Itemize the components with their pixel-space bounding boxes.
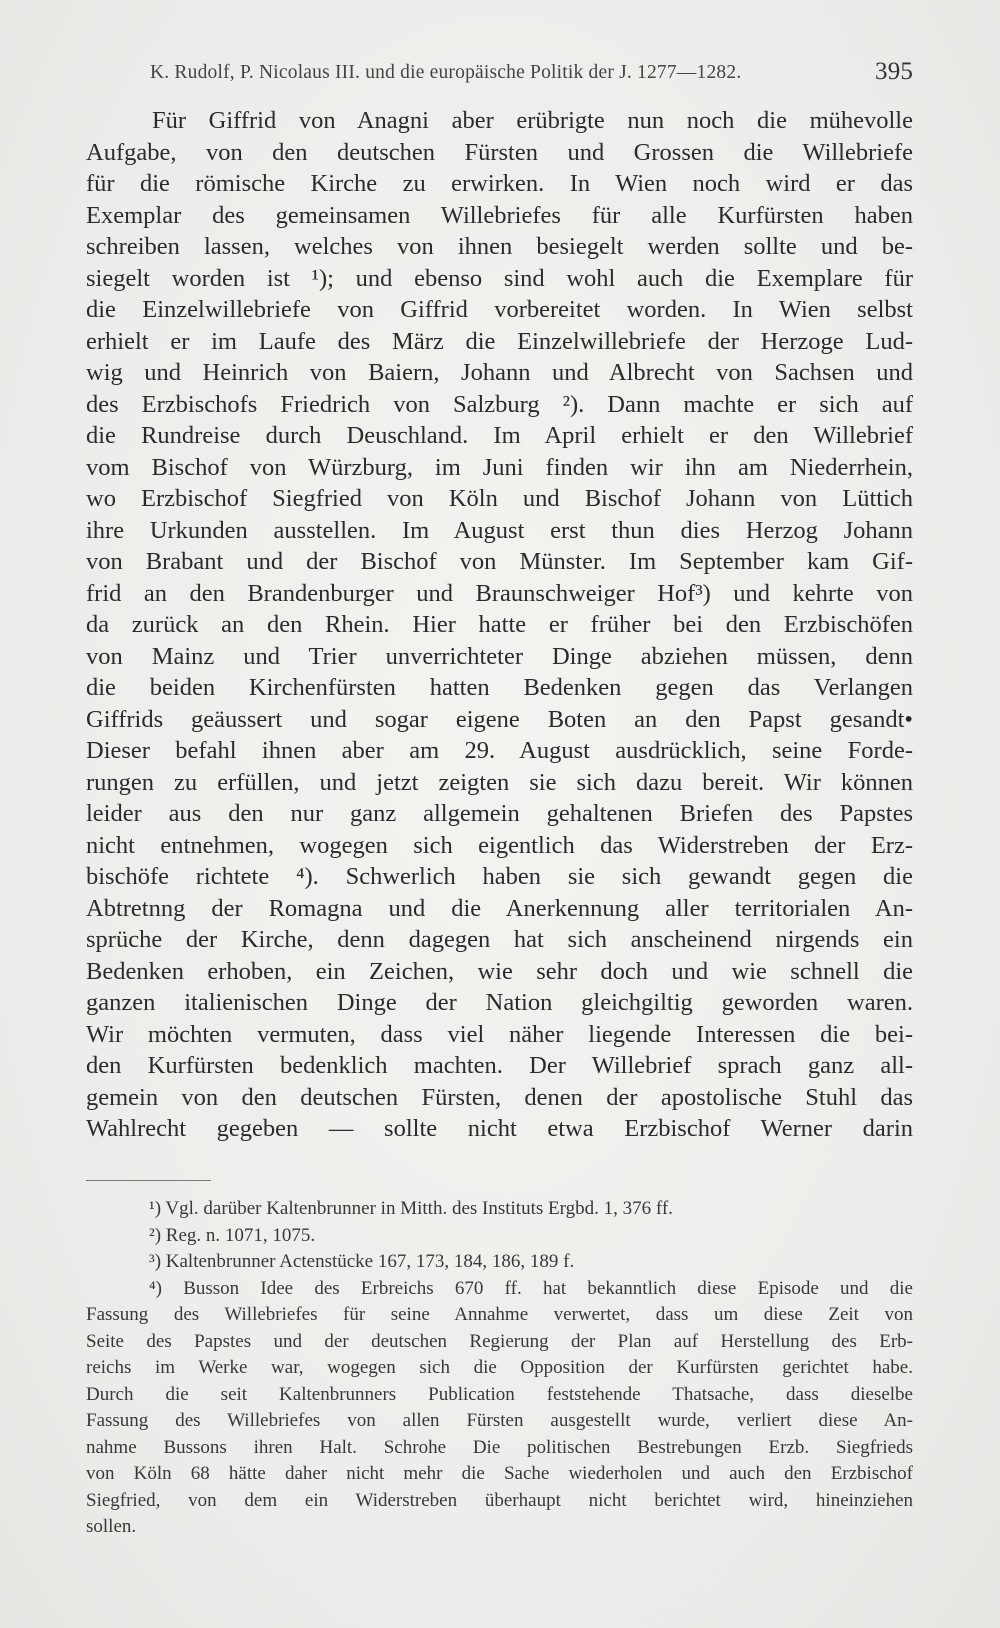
text-line: die beiden Kirchenfürsten hatten Bedenken gegen das Verlangen (86, 674, 913, 701)
text-line: Wahlrecht gegeben — sollte nicht etwa Erzbischof Werner darin (86, 1115, 913, 1142)
text-line: ihre Urkunden ausstellen. Im August erst thun dies Herzog Johann (86, 516, 913, 544)
text-line: Wir möchten vermuten, dass viel näher liegende Interessen die bei- (86, 1020, 913, 1048)
footnote-line: Fassung des Willebriefes von allen Fürsten ausgestellt wurde, verliert diese An- (86, 1410, 913, 1431)
footnote-3: ³) Kaltenbrunner Actenstücke 167, 173, 184, 186, 189 f. (149, 1251, 575, 1272)
page-number: 395 (875, 58, 914, 85)
footnote-4: ⁴) Busson Idee des Erbreichs 670 ff. hat bekanntlich diese Episode und die (149, 1277, 913, 1299)
text-line: nicht entnehmen, wogegen sich eigentlich das Widerstreben der Erz- (86, 831, 913, 859)
footnote-line: Seite des Papstes und der deutschen Regierung der Plan auf Herstellung des Erb- (86, 1330, 913, 1352)
footnote-line: sollen. (86, 1516, 137, 1537)
text-line: erhielt er im Laufe des März die Einzelwillebriefe der Herzoge Lud- (86, 327, 913, 355)
text-line: leider aus den nur ganz allgemein gehaltenen Briefen des Papstes (86, 800, 913, 827)
text-line: die Einzelwillebriefe von Giffrid vorbereitet worden. In Wien selbst (86, 296, 913, 323)
footnote-line: nahme Bussons ihren Halt. Schrohe Die politischen Bestrebungen Erzb. Siegfrieds (86, 1436, 913, 1458)
running-title: K. Rudolf, P. Nicolaus III. und die europäische Politik der J. 1277—1282. (150, 62, 742, 83)
footnote-2: ²) Reg. n. 1071, 1075. (149, 1224, 316, 1246)
text-line: schreiben lassen, welches von ihnen besiegelt werden sollte und be- (86, 233, 913, 260)
text-line: für die römische Kirche zu erwirken. In Wien noch wird er das (86, 170, 913, 197)
text-line: wig und Heinrich von Baiern, Johann und Albrecht von Sachsen und (86, 359, 913, 386)
text-line: von Mainz und Trier unverrichteter Dinge abziehen müssen, denn (86, 642, 913, 670)
text-line: Bedenken erhoben, ein Zeichen, wie sehr doch und wie schnell die (86, 957, 913, 985)
text-line: bischöfe richtete ⁴). Schwerlich haben sie sich gewandt gegen die (86, 863, 913, 890)
page-header (150, 58, 914, 94)
text-line: frid an den Brandenburger und Braunschweiger Hof³) und kehrte von (86, 579, 913, 607)
text-line: Aufgabe, von den deutschen Fürsten und Grossen die Willebriefe (86, 138, 913, 166)
text-line: da zurück an den Rhein. Hier hatte er früher bei den Erzbischöfen (86, 611, 913, 638)
text-line: des Erzbischofs Friedrich von Salzburg ²). Dann machte er sich auf (86, 390, 913, 418)
text-line: vom Bischof von Würzburg, im Juni finden wir ihn am Niederrhein, (86, 453, 913, 481)
footnote-line: von Köln 68 hätte daher nicht mehr die Sache wiederholen und auch den Erzbischof (86, 1463, 913, 1484)
text-line: die Rundreise durch Deuschland. Im April erhielt er den Willebrief (86, 422, 913, 449)
text-line: ganzen italienischen Dinge der Nation gleichgiltig geworden waren. (86, 989, 913, 1016)
text-line: den Kurfürsten bedenklich machten. Der Willebrief sprach ganz all- (86, 1052, 913, 1079)
footnote-separator (86, 1180, 211, 1181)
footnotes (86, 1196, 913, 1541)
text-line: Giffrids geäussert und sogar eigene Boten an den Papst gesandt• (86, 705, 913, 733)
text-line: sprüche der Kirche, denn dagegen hat sich anscheinend nirgends ein (86, 926, 913, 953)
text-line: Abtretnng der Romagna und die Anerkennung aller territorialen An- (86, 894, 913, 922)
text-line: Dieser befahl ihnen aber am 29. August ausdrücklich, seine Forde- (86, 737, 913, 764)
text-line: wo Erzbischof Siegfried von Köln und Bischof Johann von Lüttich (86, 485, 913, 512)
footnote-1: ¹) Vgl. darüber Kaltenbrunner in Mitth. des Instituts Ergbd. 1, 376 ff. (149, 1198, 673, 1219)
text-line: siegelt worden ist ¹); und ebenso sind wohl auch die Exemplare für (86, 264, 913, 292)
text-line: rungen zu erfüllen, und jetzt zeigten sie sich dazu bereit. Wir können (86, 768, 913, 796)
main-text (86, 105, 913, 1145)
text-line: von Brabant und der Bischof von Münster. Im September kam Gif- (86, 548, 913, 575)
text-line: gemein von den deutschen Fürsten, denen der apostolische Stuhl das (86, 1083, 913, 1111)
footnote-line: Durch die seit Kaltenbrunners Publication feststehende Thatsache, dass dieselbe (86, 1383, 913, 1405)
footnote-line: reichs im Werke war, wogegen sich die Opposition der Kurfürsten gerichtet habe. (86, 1357, 913, 1378)
text-line: Exemplar des gemeinsamen Willebriefes für alle Kurfürsten haben (86, 201, 913, 229)
footnote-line: Fassung des Willebriefes für seine Annahme verwertet, dass um diese Zeit von (86, 1304, 913, 1325)
text-line: Für Giffrid von Anagni aber erübrigte nun noch die mühevolle (152, 107, 913, 134)
footnote-line: Siegfried, von dem ein Widerstreben überhaupt nicht berichtet wird, hineinziehen (86, 1489, 913, 1511)
